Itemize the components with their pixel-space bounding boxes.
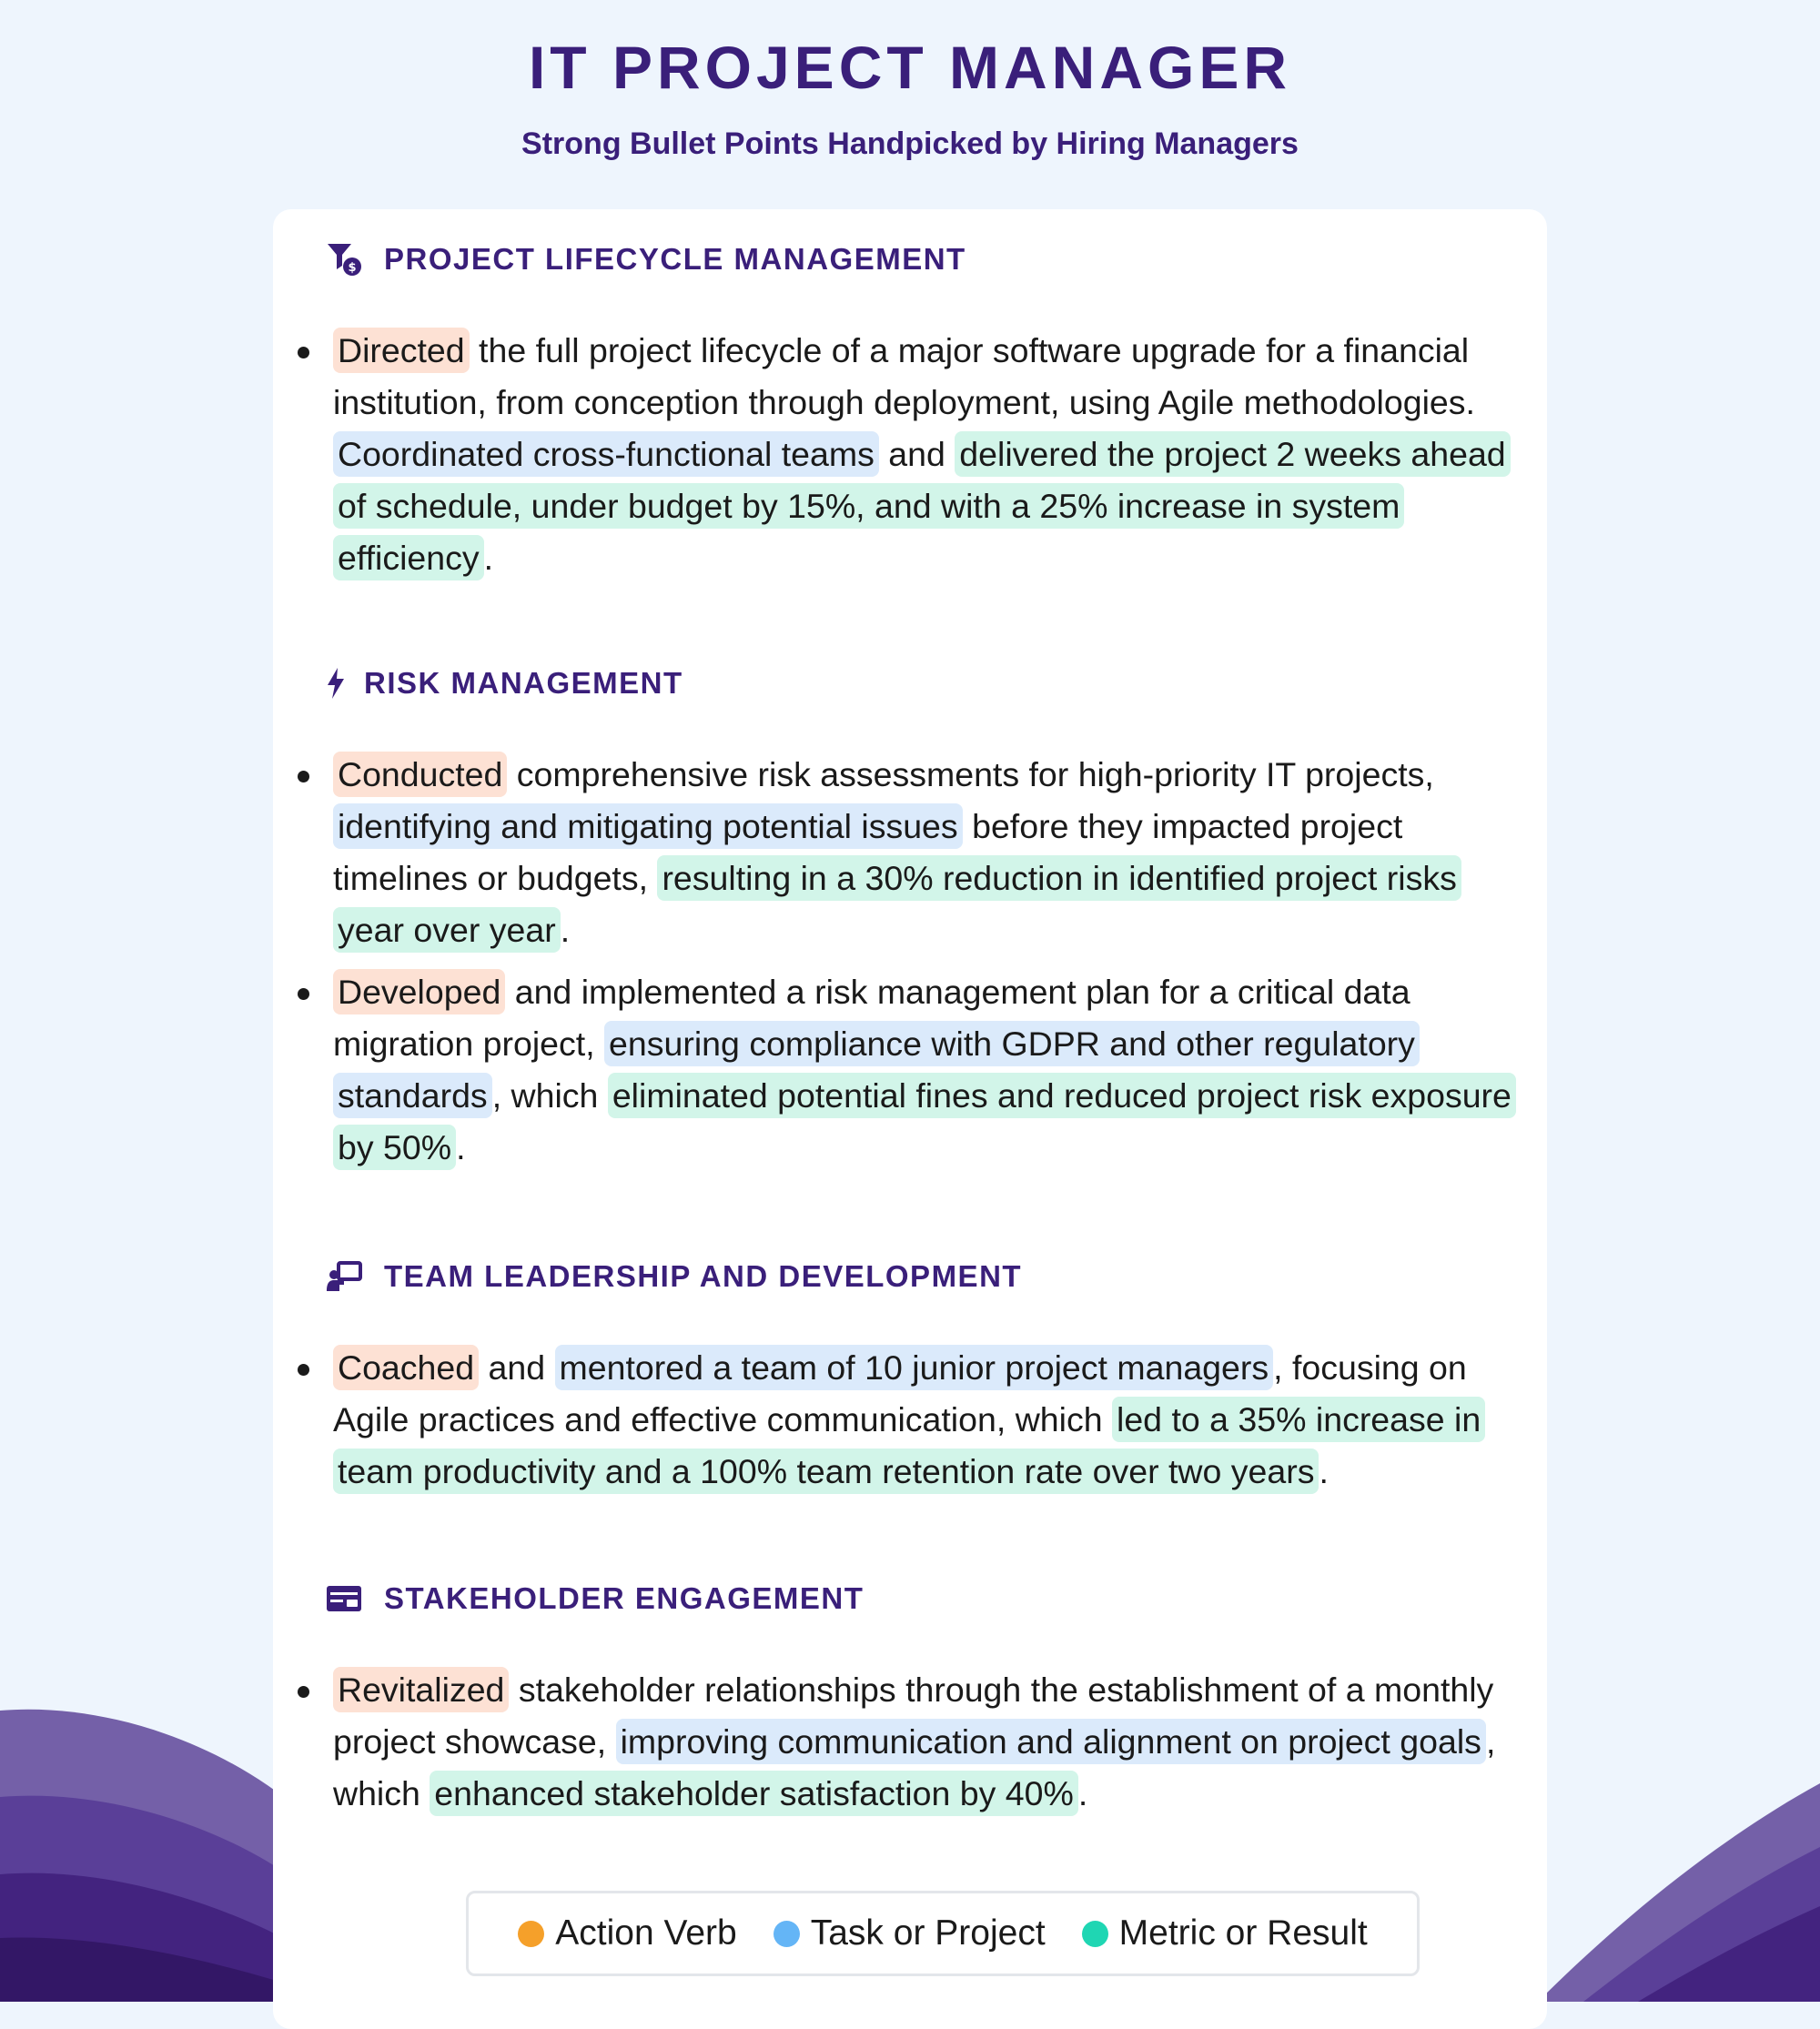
page-header [0, 0, 1820, 164]
task-highlight: ensuring compliance with GDPR and other regulatory standards [333, 1021, 1420, 1118]
bullet-point [326, 325, 1527, 584]
teal-dot-icon [1082, 1921, 1108, 1947]
action-verb-highlight: Revitalized [333, 1667, 509, 1712]
blue-dot-icon [774, 1921, 800, 1947]
svg-text:$: $ [348, 261, 357, 275]
legend-label: Task or Project [810, 1913, 1046, 1953]
action-verb-highlight: Directed [333, 328, 470, 373]
metric-highlight: led to a 35% increase in team productivity and a 100% team retention rate over two years [333, 1397, 1485, 1494]
section-project-lifecycle [326, 237, 1527, 584]
section-team-leadership [326, 1254, 1527, 1498]
bullet-point [326, 749, 1527, 956]
id-card-icon [326, 1580, 362, 1617]
action-verb-highlight: Conducted [333, 752, 507, 797]
bullet-list [326, 749, 1527, 1174]
bullet-text: comprehensive risk assessments for high-priority IT projects, [507, 755, 1434, 793]
bullet-text: stakeholder relationships through the establishment of a monthly project showcase, [333, 1671, 1494, 1761]
section-stakeholder-engagement [326, 1576, 1527, 1820]
action-verb-highlight: Coached [333, 1345, 479, 1390]
bullet-text: and implemented a risk management plan for a critical data migration project, [333, 973, 1410, 1063]
task-highlight: improving communication and alignment on project goals [616, 1719, 1486, 1764]
legend-item-action-verb [518, 1913, 736, 1953]
page-title: IT PROJECT MANAGER [528, 34, 1292, 101]
orange-dot-icon [518, 1921, 544, 1947]
bullet-text: before they impacted project timelines or budgets, [333, 807, 1403, 897]
bullet-point [326, 966, 1527, 1174]
page-subtitle: Strong Bullet Points Handpicked by Hiring Managers [521, 126, 1299, 161]
section-title: PROJECT LIFECYCLE MANAGEMENT [384, 242, 966, 276]
bullet-point [326, 1342, 1527, 1498]
legend-item-metric-or-result [1082, 1913, 1368, 1953]
bullet-list [326, 325, 1527, 584]
legend-label: Metric or Result [1118, 1913, 1368, 1953]
section-header [326, 661, 1527, 706]
bullet-text: , which [491, 1076, 608, 1115]
action-verb-highlight: Developed [333, 969, 505, 1014]
bullet-text: the full project lifecycle of a major software upgrade for a financial institution, from conception through deployment, using Agile methodologies. [333, 331, 1475, 421]
funnel-dollar-icon [326, 241, 362, 278]
lightning-bolt-icon [326, 665, 346, 702]
legend-item-task-or-project [774, 1913, 1046, 1953]
metric-highlight: eliminated potential fines and reduced project risk exposure by 50% [333, 1073, 1516, 1170]
content-card [273, 209, 1547, 2029]
section-title: RISK MANAGEMENT [364, 666, 683, 700]
section-title: TEAM LEADERSHIP AND DEVELOPMENT [384, 1259, 1023, 1293]
presenter-board-icon [326, 1258, 362, 1295]
bullet-text: . [560, 911, 571, 949]
bullet-list [326, 1664, 1527, 1820]
metric-highlight: resulting in a 30% reduction in identified project risks year over year [333, 855, 1461, 953]
bullet-text: . [1319, 1452, 1329, 1490]
section-header [326, 1576, 1527, 1621]
section-title: STAKEHOLDER ENGAGEMENT [384, 1581, 864, 1615]
section-header [326, 237, 1527, 282]
bullet-text: and [878, 435, 956, 473]
section-header [326, 1254, 1527, 1299]
bullet-text: and [479, 1348, 555, 1387]
legend-label: Action Verb [555, 1913, 737, 1953]
bullet-point [326, 1664, 1527, 1820]
highlight-legend [466, 1891, 1420, 1976]
bullet-text: . [483, 539, 494, 577]
metric-highlight: delivered the project 2 weeks ahead of schedule, under budget by 15%, and with a 25% increase in system efficiency [333, 431, 1511, 580]
task-highlight: mentored a team of 10 junior project managers [555, 1345, 1274, 1390]
bullet-text: , focusing on Agile practices and effective communication, which [333, 1348, 1467, 1438]
bullet-text: , which [333, 1722, 1496, 1812]
bullet-text: . [456, 1128, 466, 1166]
task-highlight: identifying and mitigating potential issues [333, 803, 963, 849]
bullet-list [326, 1342, 1527, 1498]
task-highlight: Coordinated cross-functional teams [333, 431, 879, 477]
metric-highlight: enhanced stakeholder satisfaction by 40% [430, 1771, 1078, 1816]
section-risk-management [326, 661, 1527, 1174]
bullet-text: . [1077, 1774, 1088, 1812]
